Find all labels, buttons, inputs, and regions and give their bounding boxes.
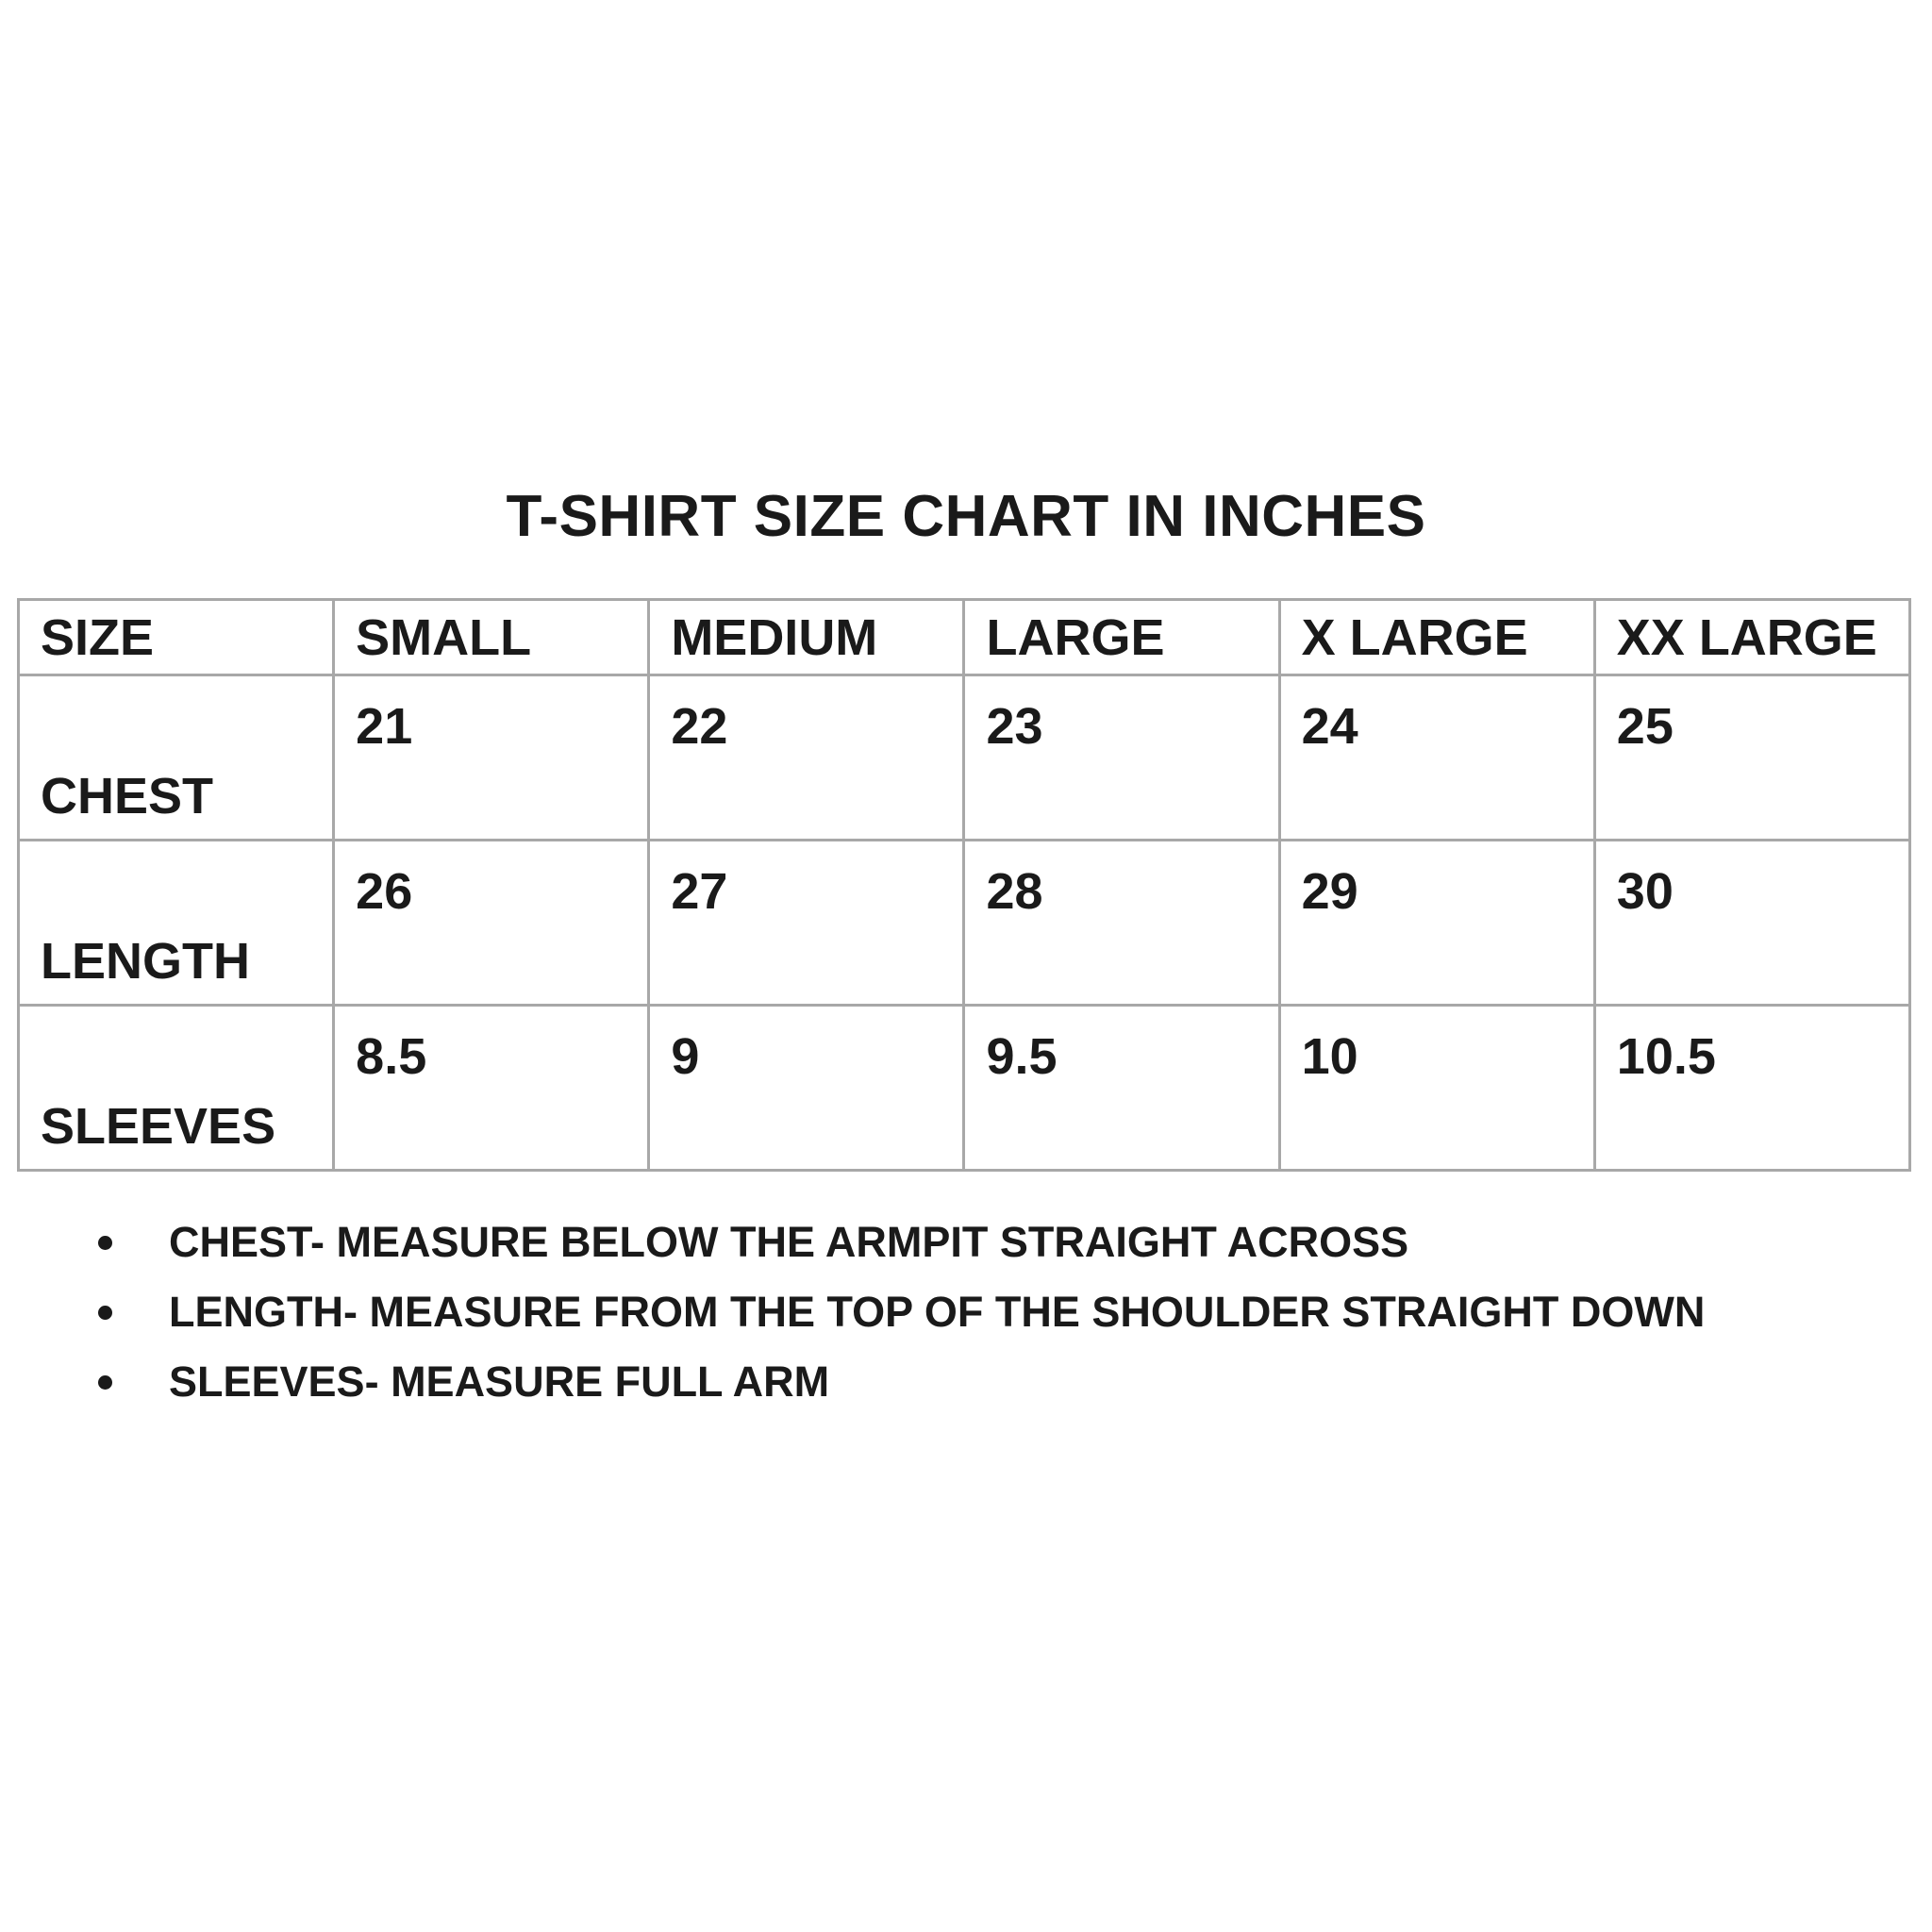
row-label-length: LENGTH — [19, 841, 334, 1006]
bullet-icon — [98, 1236, 112, 1250]
row-label-sleeves: SLEEVES — [19, 1006, 334, 1171]
cell-sleeves-xx-large: 10.5 — [1594, 1006, 1909, 1171]
cell-length-xx-large: 30 — [1594, 841, 1909, 1006]
header-size: SIZE — [19, 600, 334, 675]
cell-sleeves-small: 8.5 — [334, 1006, 649, 1171]
chart-title: T-SHIRT SIZE CHART IN INCHES — [506, 484, 1426, 549]
note-length — [91, 1277, 1705, 1347]
table-header-row — [19, 600, 1910, 675]
cell-sleeves-large: 9.5 — [964, 1006, 1279, 1171]
measurement-notes — [91, 1208, 1705, 1417]
table-row-chest — [19, 675, 1910, 841]
cell-length-large: 28 — [964, 841, 1279, 1006]
note-sleeves — [91, 1347, 1705, 1417]
cell-chest-xx-large: 25 — [1594, 675, 1909, 841]
cell-length-x-large: 29 — [1279, 841, 1594, 1006]
header-x-large: X LARGE — [1279, 600, 1594, 675]
header-medium: MEDIUM — [649, 600, 964, 675]
note-text: CHEST- MEASURE BELOW THE ARMPIT STRAIGHT ACROSS — [169, 1218, 1409, 1266]
cell-length-small: 26 — [334, 841, 649, 1006]
cell-sleeves-medium: 9 — [649, 1006, 964, 1171]
table-row-length — [19, 841, 1910, 1006]
header-xx-large: XX LARGE — [1594, 600, 1909, 675]
note-text: SLEEVES- MEASURE FULL ARM — [169, 1357, 830, 1406]
header-large: LARGE — [964, 600, 1279, 675]
bullet-icon — [98, 1375, 112, 1390]
cell-chest-medium: 22 — [649, 675, 964, 841]
row-label-chest: CHEST — [19, 675, 334, 841]
cell-sleeves-x-large: 10 — [1279, 1006, 1594, 1171]
cell-chest-x-large: 24 — [1279, 675, 1594, 841]
note-chest — [91, 1208, 1705, 1277]
header-small: SMALL — [334, 600, 649, 675]
cell-length-medium: 27 — [649, 841, 964, 1006]
table-row-sleeves — [19, 1006, 1910, 1171]
cell-chest-large: 23 — [964, 675, 1279, 841]
bullet-icon — [98, 1306, 112, 1320]
cell-chest-small: 21 — [334, 675, 649, 841]
note-text: LENGTH- MEASURE FROM THE TOP OF THE SHOULDER STRAIGHT DOWN — [169, 1288, 1706, 1336]
size-chart-table — [17, 598, 1911, 1172]
